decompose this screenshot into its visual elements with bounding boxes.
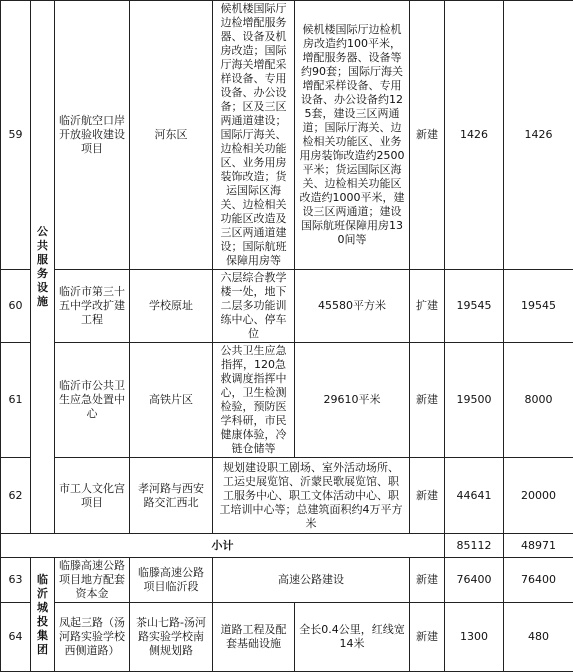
annual-investment: 1426 <box>504 1 573 270</box>
project-location: 临滕高速公路项目临沂段 <box>130 558 213 603</box>
row-number: 61 <box>1 343 31 458</box>
construction-content: 公共卫生应急指挥，120急救调度指挥中心，卫生检测检验，预防医学科研，市民健康体验，冷链仓储等 <box>213 343 295 458</box>
construction-nature: 新建 <box>410 343 445 458</box>
construction-content: 六层综合教学楼一处，地下二层多功能训练中心、停车位 <box>213 270 295 343</box>
construction-scale: 45580平方米 <box>295 270 410 343</box>
construction-scale: 全长0.4公里，红线宽14米 <box>295 603 410 672</box>
total-investment: 19545 <box>445 270 504 343</box>
table-row <box>1 270 573 343</box>
subtotal-row <box>1 534 573 558</box>
subtotal-annual: 48971 <box>504 534 573 558</box>
project-location: 茶山七路-汤河路实验学校南侧规划路 <box>130 603 213 672</box>
construction-nature: 新建 <box>410 558 445 603</box>
row-number: 60 <box>1 270 31 343</box>
annual-investment: 20000 <box>504 458 573 534</box>
annual-investment: 8000 <box>504 343 573 458</box>
subtotal-label: 小计 <box>1 534 445 558</box>
total-investment: 1426 <box>445 1 504 270</box>
project-name: 临沂市公共卫生应急处置中心 <box>55 343 130 458</box>
table-row <box>1 1 573 270</box>
table-row <box>1 558 573 603</box>
construction-nature: 新建 <box>410 458 445 534</box>
row-number: 59 <box>1 1 31 270</box>
construction-scale: 29610平米 <box>295 343 410 458</box>
project-location: 河东区 <box>130 1 213 270</box>
table-row <box>1 343 573 458</box>
construction-nature: 扩建 <box>410 270 445 343</box>
construction-scale: 候机楼国际厅边检机房改造约100平米，增配服务器、设备等约90套；国际厅海关增配采样设备、专用设备、办公设备约125套，建设三区两通道；国际厅海关、边检相关功能区、业务用房装饰改造约2500平米；货运国际区海关、边检相关功能区改造约1000平米，建设三区两通道；建设国际航班保障用房130间等 <box>295 1 410 270</box>
construction-nature: 新建 <box>410 603 445 672</box>
category-label: 临沂城投集团 <box>31 558 55 672</box>
construction-nature: 新建 <box>410 1 445 270</box>
table-row <box>1 603 573 672</box>
annual-investment: 480 <box>504 603 573 672</box>
row-number: 63 <box>1 558 31 603</box>
total-investment: 76400 <box>445 558 504 603</box>
construction-content: 候机楼国际厅边检增配服务器、设备及机房改造；国际厅海关增配采样设备、专用设备、办公设备；区及三区两通道建设；国际厅海关、边检相关功能区、业务用房装饰改造；货运国际区海关、边检相关功能区改造及三区两通道建设；国际航班保障用房等 <box>213 1 295 270</box>
project-name: 市工人文化宫项目 <box>55 458 130 534</box>
category-label: 公共服务设施 <box>31 1 55 534</box>
construction-content: 高速公路建设 <box>213 558 410 603</box>
total-investment: 1300 <box>445 603 504 672</box>
table-row <box>1 458 573 534</box>
project-location: 孝河路与西安路交汇西北 <box>130 458 213 534</box>
project-name: 凤起三路（汤河路实验学校西侧道路） <box>55 603 130 672</box>
annual-investment: 19545 <box>504 270 573 343</box>
row-number: 62 <box>1 458 31 534</box>
project-name: 临滕高速公路项目地方配套资本金 <box>55 558 130 603</box>
subtotal-total: 85112 <box>445 534 504 558</box>
project-location: 高铁片区 <box>130 343 213 458</box>
project-name: 临沂市第三十五中学改扩建工程 <box>55 270 130 343</box>
project-location: 学校原址 <box>130 270 213 343</box>
total-investment: 19500 <box>445 343 504 458</box>
annual-investment: 76400 <box>504 558 573 603</box>
row-number: 64 <box>1 603 31 672</box>
construction-content: 道路工程及配套基础设施 <box>213 603 295 672</box>
construction-content: 规划建设职工剧场、室外活动场所、工运史展览馆、沂蒙民歌展览馆、职工服务中心、职工文体活动中心、职工培训中心等；总建筑面积约4万平方米 <box>213 458 410 534</box>
project-name: 临沂航空口岸开放验收建设项目 <box>55 1 130 270</box>
total-investment: 44641 <box>445 458 504 534</box>
